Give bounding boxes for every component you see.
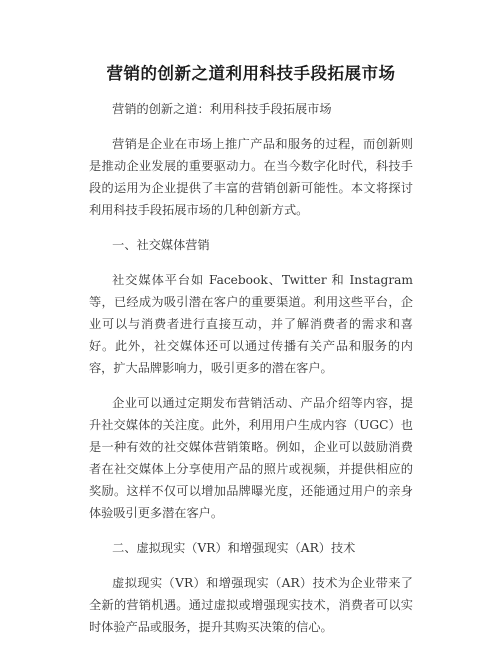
intro-paragraph: 营销是企业在市场上推广产品和服务的过程，而创新则是推动企业发展的重要驱动力。在当今数字化时代，科技手段的运用为企业提供了丰富的营销创新可能性。本文将探讨利用科技手段拓展市场的几种创新方式。 (89, 137, 413, 217)
page-title: 营销的创新之道利用科技手段拓展市场 (106, 64, 396, 83)
section1-paragraph-1: 社交媒体平台如 Facebook、Twitter 和 Instagram 等，已经成为吸引潜在客户的重要渠道。利用这些平台，企业可以与消费者进行直接互动，并了解消费者的需求和喜好。此外，社交媒体还可以通过传播有关产品和服务的内容，扩大品牌影响力，吸引更多的潜在客户。 (89, 273, 413, 375)
document-body (89, 98, 413, 638)
subtitle-paragraph: 营销的创新之道：利用科技手段拓展市场 (112, 102, 332, 116)
section-heading-vr-ar: 二、虚拟现实（VR）和增强现实（AR）技术 (112, 541, 356, 555)
section2-paragraph-1: 虚拟现实（VR）和增强现实（AR）技术为企业带来了全新的营销机遇。通过虚拟或增强现实技术，消费者可以实时体验产品或服务，提升其购买决策的信心。 (89, 576, 413, 634)
section1-paragraph-2: 企业可以通过定期发布营销活动、产品介绍等内容，提升社交媒体的关注度。此外，利用用户生成内容（UGC）也是一种有效的社交媒体营销策略。例如，企业可以鼓励消费者在社交媒体上分享使用产品的照片或视频，并提供相应的奖励。这样不仅可以增加品牌曝光度，还能通过用户的亲身体验吸引更多潜在客户。 (89, 396, 413, 520)
section-heading-social-media: 一、社交媒体营销 (112, 238, 210, 252)
